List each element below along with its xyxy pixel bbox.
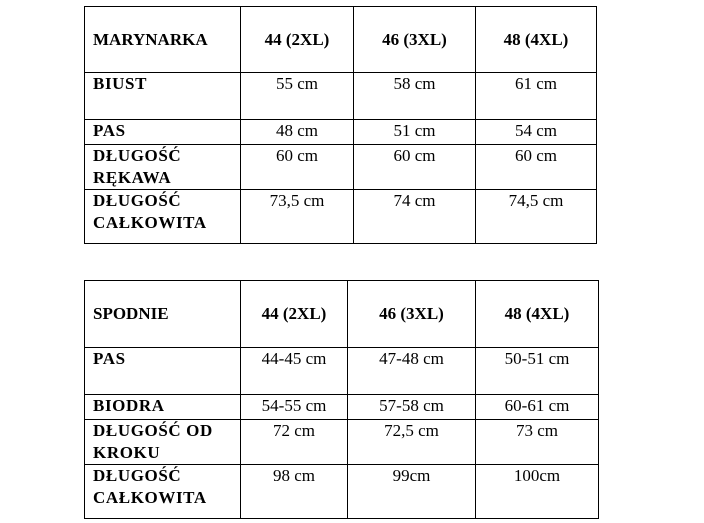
table-cell: 44-45 cm — [241, 348, 348, 395]
table-row — [85, 73, 597, 120]
row-label: PAS — [85, 120, 241, 145]
table-cell: 47-48 cm — [348, 348, 476, 395]
table-cell: 61 cm — [476, 73, 597, 120]
row-label: DŁUGOŚĆ RĘKAWA — [85, 145, 241, 190]
row-label: DŁUGOŚĆ OD KROKU — [85, 420, 241, 465]
header-cell: 48 (4XL) — [476, 7, 597, 73]
table-cell: 60 cm — [354, 145, 476, 190]
row-label: BIODRA — [85, 395, 241, 420]
table-cell: 99cm — [348, 465, 476, 519]
table-cell: 74 cm — [354, 190, 476, 244]
table-cell: 100cm — [476, 465, 599, 519]
table-cell: 60 cm — [241, 145, 354, 190]
table-cell: 50-51 cm — [476, 348, 599, 395]
header-cell: 46 (3XL) — [348, 281, 476, 348]
trousers-size-table — [84, 280, 599, 519]
table-row — [85, 145, 597, 190]
table-cell: 60 cm — [476, 145, 597, 190]
header-cell: 46 (3XL) — [354, 7, 476, 73]
table-cell: 57-58 cm — [348, 395, 476, 420]
header-cell: 44 (2XL) — [241, 281, 348, 348]
table-row — [85, 348, 599, 395]
table-cell: 72 cm — [241, 420, 348, 465]
table-row — [85, 190, 597, 244]
jacket-size-table — [84, 6, 597, 244]
table-cell: 98 cm — [241, 465, 348, 519]
table-row — [85, 395, 599, 420]
table-cell: 73,5 cm — [241, 190, 354, 244]
table-cell: 48 cm — [241, 120, 354, 145]
table-cell: 60-61 cm — [476, 395, 599, 420]
table-cell: 51 cm — [354, 120, 476, 145]
table-header-row — [85, 7, 597, 73]
table-row — [85, 465, 599, 519]
header-cell: 48 (4XL) — [476, 281, 599, 348]
table-row — [85, 120, 597, 145]
table-cell: 72,5 cm — [348, 420, 476, 465]
table-cell: 54-55 cm — [241, 395, 348, 420]
row-label: DŁUGOŚĆ CAŁKOWITA — [85, 190, 241, 244]
row-label: PAS — [85, 348, 241, 395]
header-cell: SPODNIE — [85, 281, 241, 348]
table-cell: 73 cm — [476, 420, 599, 465]
header-cell: 44 (2XL) — [241, 7, 354, 73]
table-cell: 55 cm — [241, 73, 354, 120]
row-label: DŁUGOŚĆ CAŁKOWITA — [85, 465, 241, 519]
table-header-row — [85, 281, 599, 348]
table-cell: 58 cm — [354, 73, 476, 120]
header-cell: MARYNARKA — [85, 7, 241, 73]
row-label: BIUST — [85, 73, 241, 120]
table-cell: 54 cm — [476, 120, 597, 145]
table-row — [85, 420, 599, 465]
table-cell: 74,5 cm — [476, 190, 597, 244]
